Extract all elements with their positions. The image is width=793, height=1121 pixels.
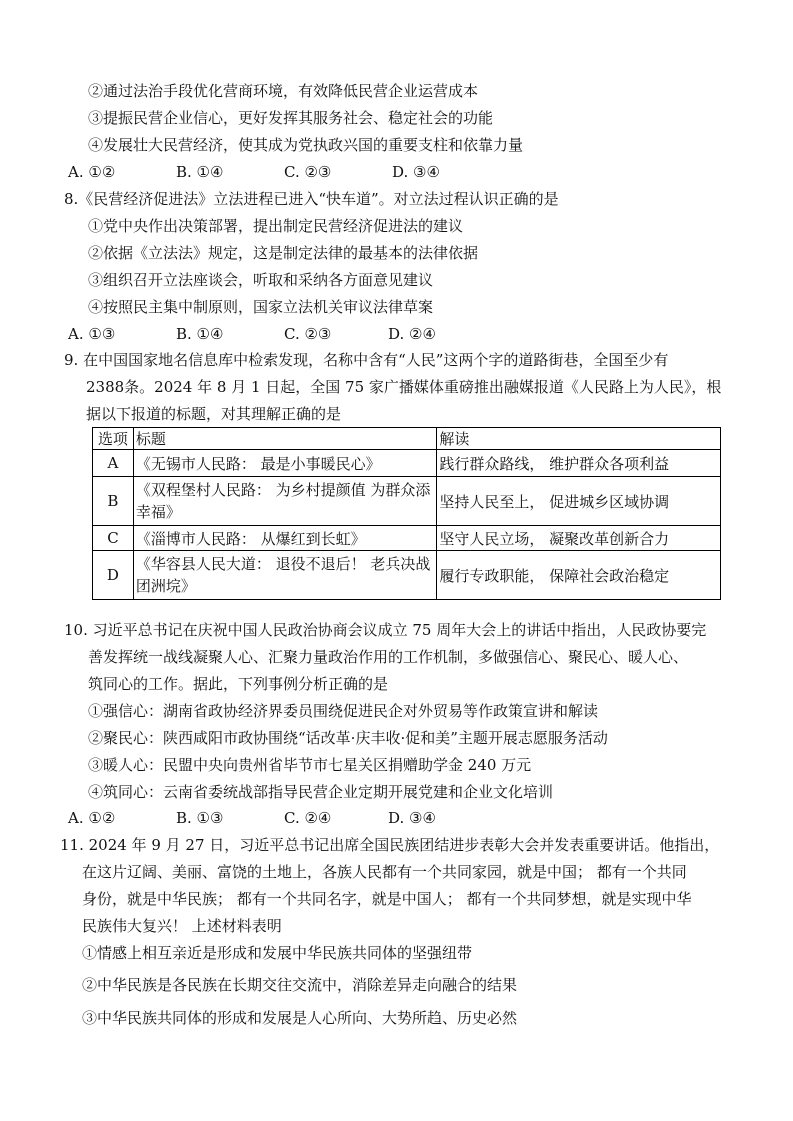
q11-stem-line-2: 在这片辽阔、美丽、富饶的土地上，各族人民都有一个共同家园，就是中国； 都有一个共同 [82, 863, 687, 881]
q8-option-d: D. ②④ [388, 325, 436, 343]
q7-statement-2: ②通过法治手段优化营商环境，有效降低民营企业运营成本 [88, 82, 479, 100]
row-reading: 履行专政职能， 保障社会政治稳定 [437, 551, 721, 600]
q10-option-d: D. ③④ [388, 809, 436, 827]
table-row [93, 450, 721, 477]
q8-statement-2: ②依据《立法法》规定，这是制定法律的最基本的法律依据 [88, 244, 479, 262]
q7-option-c: C. ②③ [284, 163, 332, 181]
row-option: D [93, 551, 134, 600]
q9-stem-line-2: 2388条。2024 年 8 月 1 日起，全国 75 家广播媒体重磅推出融媒报道《人民路上为人民》，根 [86, 378, 722, 396]
row-title: 《双程堡村人民路： 为乡村提颜值 为群众添幸福》 [133, 477, 437, 526]
q11-statement-3: ③中华民族共同体的形成和发展是人心所向、大势所趋、历史必然 [82, 1009, 518, 1027]
q10-stem-line-1: 10. 习近平总书记在庆祝中国人民政治协商会议成立 75 周年大会上的讲话中指出，人民政协要完 [64, 621, 707, 639]
q10-statement-2: ②聚民心：陕西咸阳市政协围绕“话改革·庆丰收·促和美”主题开展志愿服务活动 [88, 729, 608, 747]
row-option: B [93, 477, 134, 526]
row-title: 《淄博市人民路： 从爆红到长虹》 [133, 526, 437, 551]
row-title: 《华容县人民大道： 退役不退后！ 老兵决战团洲垸》 [133, 551, 437, 600]
table-row [93, 551, 721, 600]
q11-stem-line-4: 民族伟大复兴！ 上述材料表明 [82, 917, 282, 935]
q10-option-c: C. ②④ [284, 809, 332, 827]
header-title: 标题 [133, 428, 437, 450]
q8-statement-3: ③组织召开立法座谈会，听取和采纳各方面意见建议 [88, 271, 434, 289]
row-title: 《无锡市人民路： 最是小事暖民心》 [133, 450, 437, 477]
header-option: 选项 [93, 428, 134, 450]
q10-option-a: A. ①② [68, 809, 116, 827]
q11-stem-line-1: 11. 2024 年 9 月 27 日，习近平总书记出席全国民族团结进步表彰大会并发表重要讲话。他指出， [60, 836, 720, 854]
q10-statement-4: ④筑同心：云南省委统战部指导民营企业定期开展党建和企业文化培训 [88, 783, 554, 801]
q7-statement-3: ③提振民营企业信心，更好发挥其服务社会、稳定社会的功能 [88, 109, 494, 127]
q11-statement-1: ①情感上相互亲近是形成和发展中华民族共同体的坚强纽带 [82, 944, 473, 962]
row-option: A [93, 450, 134, 477]
row-reading: 坚持人民至上， 促进城乡区域协调 [437, 477, 721, 526]
q7-option-a: A. ①② [68, 163, 116, 181]
q11-stem-line-3: 身份，就是中华民族； 都有一个共同名字，就是中国人； 都有一个共同梦想，就是实现中华 [82, 890, 692, 908]
row-reading: 坚守人民立场， 凝聚改革创新合力 [437, 526, 721, 551]
q8-statement-1: ①党中央作出决策部署，提出制定民营经济促进法的建议 [88, 217, 464, 235]
table-row [93, 477, 721, 526]
table-header-row [93, 428, 721, 450]
row-option: C [93, 526, 134, 551]
q7-option-b: B. ①④ [176, 163, 224, 181]
q11-statement-2: ②中华民族是各民族在长期交往交流中，消除差异走向融合的结果 [82, 976, 518, 994]
q9-stem-line-1: 9. 在中国国家地名信息库中检索发现，名称中含有“人民”这两个字的道路街巷，全国至少有 [64, 351, 669, 369]
q8-option-a: A. ①③ [68, 325, 116, 343]
q10-statement-3: ③暖人心：民盟中央向贵州省毕节市七星关区捐赠助学金 240 万元 [88, 756, 532, 774]
q9-table [92, 427, 721, 600]
q10-statement-1: ①强信心：湖南省政协经济界委员围绕促进民企对外贸易等作政策宣讲和解读 [88, 702, 599, 720]
row-reading: 践行群众路线， 维护群众各项利益 [437, 450, 721, 477]
q10-stem-line-3: 筑同心的工作。据此，下列事例分析正确的是 [88, 675, 389, 693]
q8-option-c: C. ②③ [284, 325, 332, 343]
q9-stem-line-3: 据以下报道的标题，对其理解正确的是 [86, 405, 342, 423]
q10-stem-line-2: 善发挥统一战线凝聚人心、汇聚力量政治作用的工作机制，多做强信心、聚民心、暖人心、 [88, 648, 689, 666]
header-reading: 解读 [437, 428, 721, 450]
q7-statement-4: ④发展壮大民营经济，使其成为党执政兴国的重要支柱和依靠力量 [88, 136, 524, 154]
q8-stem: 8.《民营经济促进法》立法进程已进入“快车道”。对立法过程认识正确的是 [64, 190, 559, 208]
q7-option-d: D. ③④ [392, 163, 440, 181]
q8-statement-4: ④按照民主集中制原则，国家立法机关审议法律草案 [88, 298, 434, 316]
q10-option-b: B. ①③ [176, 809, 224, 827]
table-row [93, 526, 721, 551]
q8-option-b: B. ①④ [176, 325, 224, 343]
